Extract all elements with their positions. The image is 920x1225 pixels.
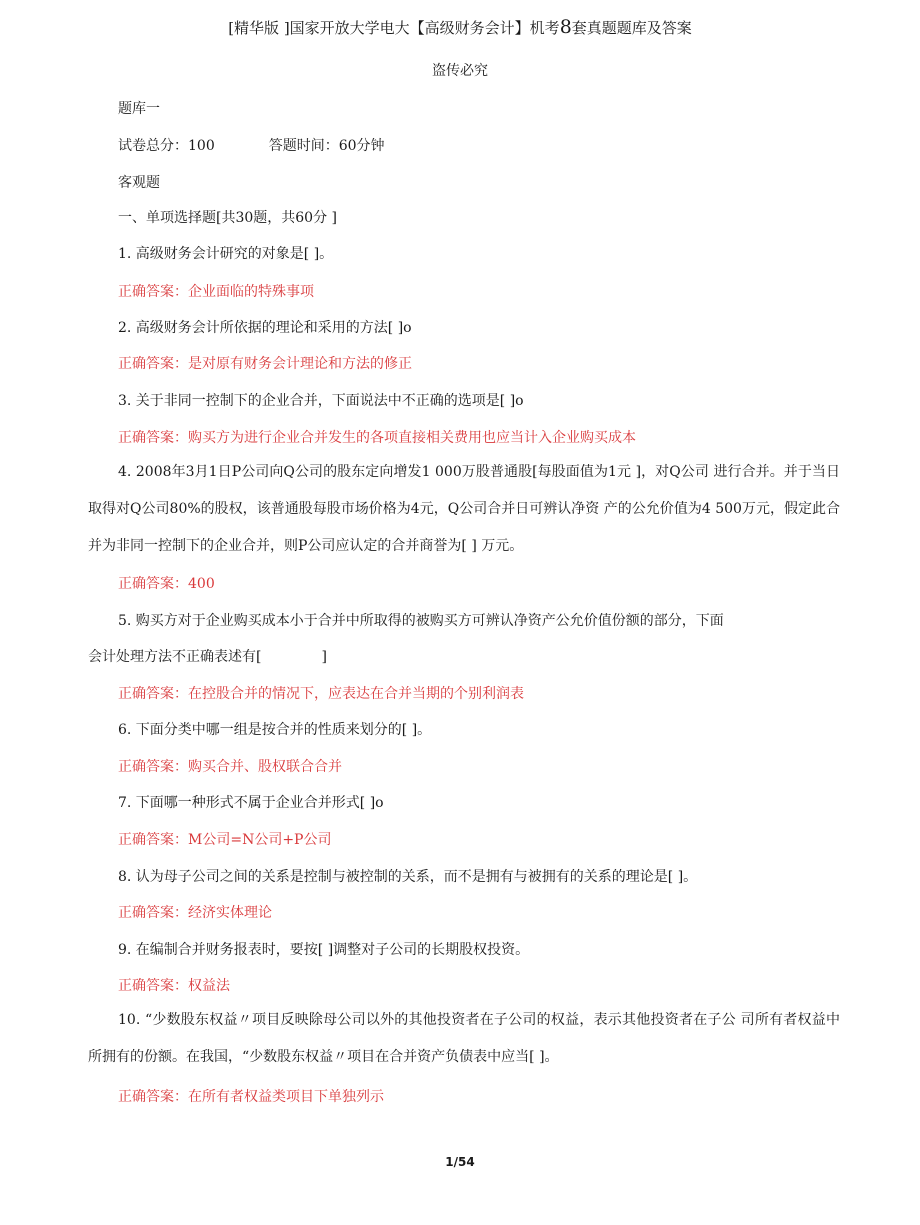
answer-2: 正确答案：是对原有财务会计理论和方法的修正 [118,356,412,372]
total-score: 试卷总分：100 [118,138,215,154]
answer-6: 正确答案：购买合并、股权联合合并 [118,759,342,775]
answer-1: 正确答案：企业面临的特殊事项 [118,284,314,300]
title-part-1: [精华版 ]国家开放大学电大【高级财务会计】机考 [228,19,560,37]
question-10-text: 10. “少数股东权益〃项目反映除母公司以外的其他投资者在子公司的权益，表示其他投资者在子公 司所有者权益中所拥有的份额。在我国，“少数股东权益〃项目在合并资产负债表中应当[ ]。 [88,1012,840,1065]
question-5-text: 会计处理方法不正确表述有[ [88,649,262,665]
answer-4: 正确答案：400 [118,576,215,592]
document-subtitle: 盗传必究 [432,63,488,79]
part-heading: 一、单项选择题[共30题，共60分 ] [118,210,338,226]
question-5-line-2 [88,646,327,666]
answer-3: 正确答案：购买方为进行企业合并发生的各项直接相关费用也应当计入企业购买成本 [118,430,636,446]
question-4-text: 4. 2008年3月1日P公司向Q公司的股东定向增发1 000万股普通股[每股面值为1元 ]，对Q公司 进行合并。并于当日取得对Q公司80%的股权，该普通股每股市场价格为4元，Q公司合并日可辨认净资 产的公允价值为4 500万元，假定此合并为非同一控制下的企业合并，则P公司应认定的合并商誉为[ ] 万元。 [88,464,840,554]
title-part-2: 8 [559,16,572,38]
answer-9: 正确答案：权益法 [118,978,230,994]
question-9: 9. 在编制合并财务报表时，要按[ ]调整对子公司的长期股权投资。 [118,942,530,958]
question-1: 1. 高级财务会计研究的对象是[ ]。 [118,246,334,262]
question-5-bracket: ] [321,649,327,665]
answer-8: 正确答案：经济实体理论 [118,905,272,921]
answer-5: 正确答案：在控股合并的情况下，应表达在合并当期的个别利润表 [118,686,524,702]
question-type: 客观题 [118,175,160,191]
answer-10: 正确答案：在所有者权益类项目下单独列示 [118,1089,384,1105]
question-6: 6. 下面分类中哪一组是按合并的性质来划分的[ ]。 [118,722,432,738]
question-8: 8. 认为母子公司之间的关系是控制与被控制的关系，而不是拥有与被拥有的关系的理论是[ ]。 [118,869,698,885]
question-10 [88,1002,840,1076]
page-number: 1/54 [445,1155,475,1169]
answer-7: 正确答案：M公司=N公司+P公司 [118,832,332,848]
question-2: 2. 高级财务会计所依据的理论和采用的方法[ ]o [118,320,412,336]
exam-info [118,135,385,155]
exam-time: 答题时间：60分钟 [268,138,385,154]
question-3: 3. 关于非同一控制下的企业合并，下面说法中不正确的选项是[ ]o [118,393,524,409]
section-heading: 题库一 [118,101,160,117]
question-5-line-1: 5. 购买方对于企业购买成本小于合并中所取得的被购买方可辨认净资产公允价值份额的部分，下面 [118,613,724,629]
question-4 [88,454,840,565]
document-title [0,16,920,38]
question-7: 7. 下面哪一种形式不属于企业合并形式[ ]o [118,795,384,811]
title-part-3: 套真题题库及答案 [571,19,692,37]
